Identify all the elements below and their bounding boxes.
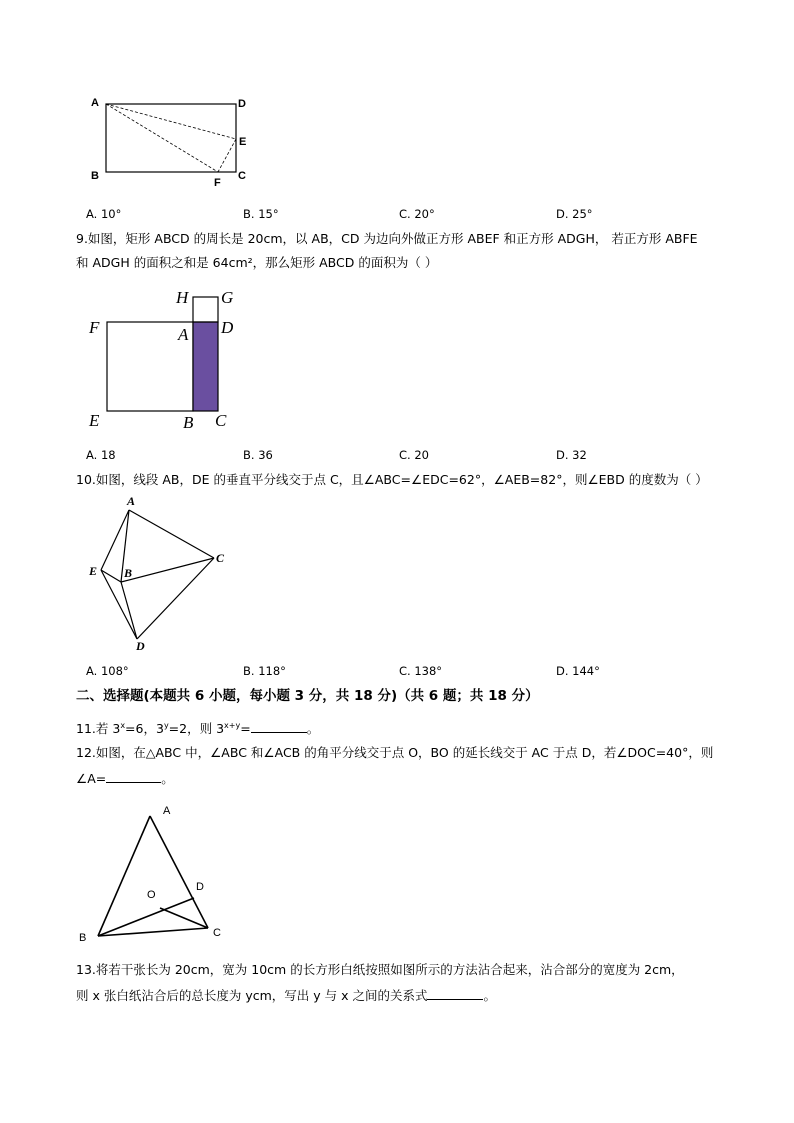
q12-label-a: A	[163, 805, 171, 817]
q10-choice-a: A. 108°	[86, 664, 129, 678]
q11-sup-x: x	[120, 721, 126, 730]
q12-label-b: B	[79, 932, 87, 944]
q8-label-b: B	[91, 170, 99, 182]
q9-label-h: H	[176, 288, 189, 307]
q12-answer-blank[interactable]	[106, 771, 161, 783]
q13-answer-blank[interactable]	[427, 988, 483, 1000]
q10-label-d: D	[136, 639, 145, 653]
q10-label-a: A	[127, 494, 136, 508]
q9-label-a: A	[178, 325, 189, 344]
q10-label-e: E	[89, 564, 98, 578]
q10-question-line1: 10.如图，线段 AB，DE 的垂直平分线交于点 C，且∠ABC=∠EDC=62°，∠AEB=82°，则∠EBD 的度数为（ ）	[76, 472, 708, 487]
q8-label-c: C	[238, 170, 246, 182]
q8-rectangle-figure	[88, 94, 258, 189]
q9-label-f: F	[89, 318, 100, 337]
q8-choice-d: D. 25°	[556, 207, 593, 221]
q8-label-a: A	[91, 97, 99, 109]
q11-sup-y: y	[163, 721, 169, 730]
q10-label-b: B	[124, 566, 133, 580]
q12-label-o: O	[147, 889, 156, 901]
q10-choice-b: B. 118°	[243, 664, 286, 678]
section-2-heading: 二、选择题(本题共 6 小题，每小题 3 分，共 18 分)（共 6 题；共 18 分）	[76, 688, 539, 704]
q13-line2-suffix: 。	[483, 988, 496, 1003]
q13-question-line2	[76, 988, 496, 1004]
q9-choice-a: A. 18	[86, 448, 116, 462]
q12-label-c: C	[213, 927, 221, 939]
q8-label-f: F	[214, 177, 221, 189]
q11-sup-xy: x+y	[224, 721, 241, 730]
q10-quadrilateral-figure	[85, 492, 235, 657]
q11-question	[76, 721, 319, 737]
q9-label-c: C	[215, 411, 227, 430]
q12-question-line2	[76, 771, 174, 787]
q9-choice-b: B. 36	[243, 448, 273, 462]
q9-choice-d: D. 32	[556, 448, 587, 462]
q9-shaded-rectangle	[193, 322, 218, 411]
q12-line2-prefix: ∠A=	[76, 771, 107, 786]
q12-question-line1: 12.如图，在△ABC 中，∠ABC 和∠ACB 的角平分线交于点 O，BO 的延长线交于 AC 于点 D，若∠DOC=40°，则	[76, 745, 714, 760]
q11-suffix: 。	[306, 721, 320, 736]
q9-label-b: B	[183, 413, 194, 432]
q9-question-line1: 9.如图，矩形 ABCD 的周长是 20cm，以 AB，CD 为边向外做正方形 ABEF 和正方形 ADGH， 若正方形 ABFE	[76, 231, 698, 246]
q8-choice-c: C. 20°	[399, 207, 435, 221]
q9-squares-figure	[85, 283, 255, 433]
q13-question-line1: 13.将若干张长为 20cm，宽为 10cm 的长方形白纸按照如图所示的方法沾合起来，沾合部分的宽度为 2cm，	[76, 962, 684, 977]
q10-choice-c: C. 138°	[399, 664, 443, 678]
q11-answer-blank[interactable]	[251, 721, 307, 733]
q9-label-e: E	[89, 411, 100, 430]
q11-mid2: =2，则 3	[168, 721, 225, 736]
q8-choice-a: A. 10°	[86, 207, 122, 221]
q9-choice-c: C. 20	[399, 448, 429, 462]
q8-choice-b: B. 15°	[243, 207, 279, 221]
q9-label-d: D	[221, 318, 234, 337]
q11-prefix: 11.若 3	[76, 721, 121, 736]
q10-choice-d: D. 144°	[556, 664, 600, 678]
q10-label-c: C	[216, 551, 225, 565]
q8-label-d: D	[238, 98, 246, 110]
q9-label-g: G	[221, 288, 234, 307]
q9-question-line2: 和 ADGH 的面积之和是 64cm²，那么矩形 ABCD 的面积为（ ）	[76, 255, 438, 270]
q13-line2-prefix: 则 x 张白纸沾合后的总长度为 ycm，写出 y 与 x 之间的关系式	[76, 988, 428, 1003]
q11-mid3: =	[240, 721, 251, 736]
q12-line2-suffix: 。	[161, 771, 174, 786]
q8-label-e: E	[239, 136, 247, 148]
q11-mid1: =6，3	[125, 721, 164, 736]
q12-triangle-figure	[74, 800, 234, 945]
q12-label-d: D	[196, 881, 204, 893]
